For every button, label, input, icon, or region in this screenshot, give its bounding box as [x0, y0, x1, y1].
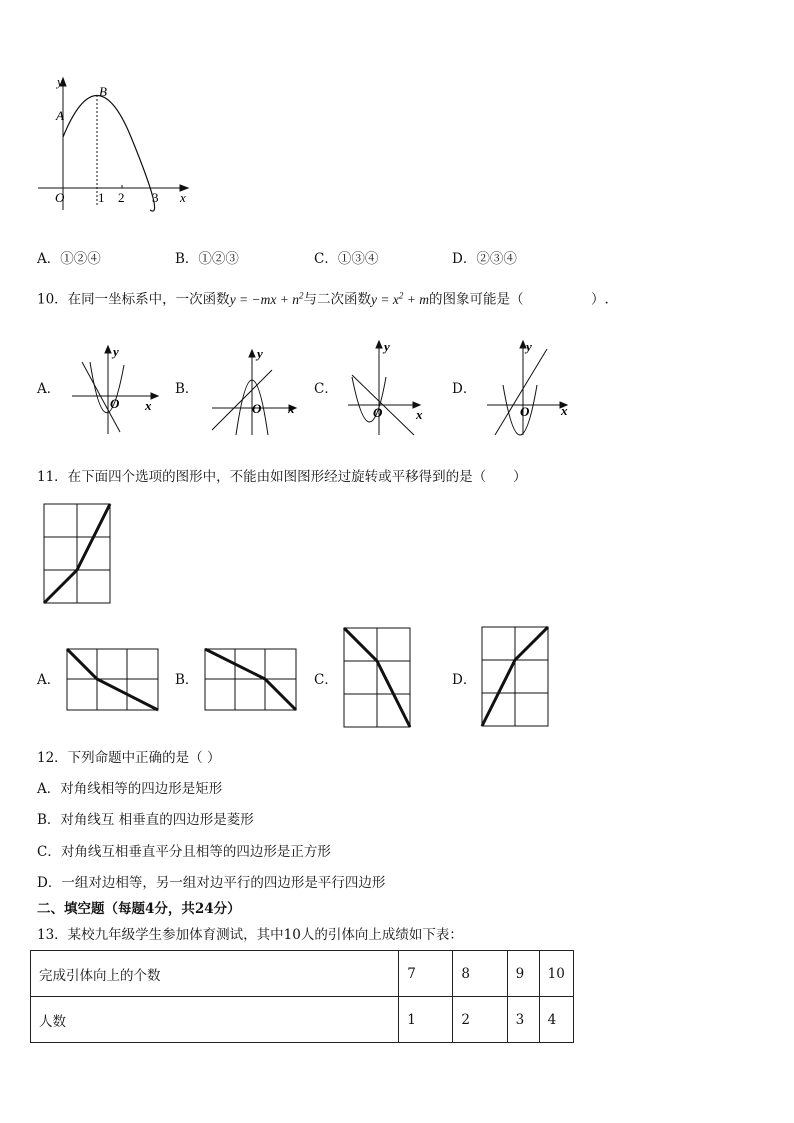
svg-text:x: x	[288, 401, 295, 416]
svg-text:O: O	[110, 396, 120, 411]
q9-label-1: 1	[98, 190, 105, 205]
table-row-header: 人数	[31, 997, 399, 1043]
svg-text:y: y	[526, 339, 532, 354]
svg-text:x: x	[416, 407, 423, 422]
q10-label-b[interactable]: B．	[175, 381, 199, 397]
table-cell: 1	[399, 997, 453, 1043]
q10-question	[37, 286, 609, 309]
q9-label-B: B	[99, 84, 107, 99]
q10-label-c[interactable]: C．	[314, 381, 338, 397]
table-row	[31, 997, 574, 1043]
svg-text:y: y	[257, 346, 263, 361]
q9-label-origin: O	[55, 190, 65, 205]
table-cell: 4	[539, 997, 573, 1043]
table-cell: 7	[399, 951, 453, 997]
q12-question: 12．下列命题中正确的是（ ）	[37, 750, 221, 766]
q11-figure-b[interactable]	[204, 648, 298, 712]
q12-option-c[interactable]: C．对角线互相垂直平分且相等的四边形是正方形	[37, 844, 331, 860]
table-cell: 9	[507, 951, 539, 997]
q9-label-A: A	[56, 108, 64, 123]
q11-question: 11．在下面四个选项的图形中，不能由如图图形经过旋转或平移得到的是（ ）	[37, 469, 527, 485]
q10-label-a[interactable]: A．	[37, 381, 61, 397]
table-cell: 2	[453, 997, 507, 1043]
q9-label-3: 3	[152, 190, 159, 205]
svg-text:O: O	[520, 404, 530, 419]
svg-text:y: y	[384, 339, 390, 354]
q9-option-a[interactable]: A．①②④	[37, 251, 101, 267]
q10-graph-d[interactable]	[485, 335, 585, 440]
q10-graph-b[interactable]	[206, 340, 306, 440]
table-cell: 8	[453, 951, 507, 997]
q10-text-pre: 10．在同一坐标系中，一次函数	[37, 291, 230, 308]
q12-option-a[interactable]: A．对角线相等的四边形是矩形	[37, 781, 223, 797]
q10-text-post: 的图象可能是（ ）.	[428, 291, 609, 308]
q11-reference-figure	[42, 503, 112, 605]
q10-linear-function: $y = -mx + n^2$	[229, 290, 304, 307]
section-heading-fill-in: 二、填空题（每题4分，共24分）	[37, 901, 241, 917]
table-row	[31, 951, 574, 997]
q9-option-c[interactable]: C．①③④	[314, 251, 379, 267]
q9-option-d[interactable]: D．②③④	[452, 251, 517, 267]
q11-label-b[interactable]: B．	[175, 672, 199, 688]
q11-label-c[interactable]: C．	[314, 672, 338, 688]
q12-option-b[interactable]: B．对角线互 相垂直的四边形是菱形	[37, 812, 254, 828]
q13-score-table	[30, 950, 574, 1043]
q9-parabola-graph	[30, 70, 200, 215]
q10-label-d[interactable]: D．	[452, 381, 477, 397]
q11-label-a[interactable]: A．	[37, 672, 61, 688]
q11-figure-c[interactable]	[342, 627, 412, 729]
q10-quadratic-function: $y = x^2 + m$	[371, 290, 429, 307]
q10-graph-c[interactable]	[344, 335, 444, 440]
q9-parabola	[63, 96, 155, 212]
svg-text:x: x	[561, 403, 568, 418]
q9-label-x: x	[180, 190, 186, 205]
svg-text:O: O	[373, 405, 383, 420]
q9-label-2: 2	[118, 190, 125, 205]
q10-text-mid: 与二次函数	[303, 291, 372, 308]
q13-question: 13．某校九年级学生参加体育测试，其中10人的引体向上成绩如下表：	[37, 927, 463, 943]
table-cell: 3	[507, 997, 539, 1043]
q12-option-d[interactable]: D．一组对边相等，另一组对边平行的四边形是平行四边形	[37, 875, 386, 891]
q9-label-y: y	[57, 74, 63, 89]
svg-text:y: y	[113, 344, 119, 359]
q10-graph-a[interactable]	[68, 340, 168, 440]
q9-option-b[interactable]: B．①②③	[175, 251, 239, 267]
q11-figure-d[interactable]	[480, 626, 550, 728]
svg-text:O: O	[252, 401, 262, 416]
table-row-header: 完成引体向上的个数	[31, 951, 399, 997]
svg-text:x: x	[145, 398, 152, 413]
q11-figure-a[interactable]	[66, 648, 160, 712]
table-cell: 10	[539, 951, 573, 997]
q11-label-d[interactable]: D．	[452, 672, 477, 688]
